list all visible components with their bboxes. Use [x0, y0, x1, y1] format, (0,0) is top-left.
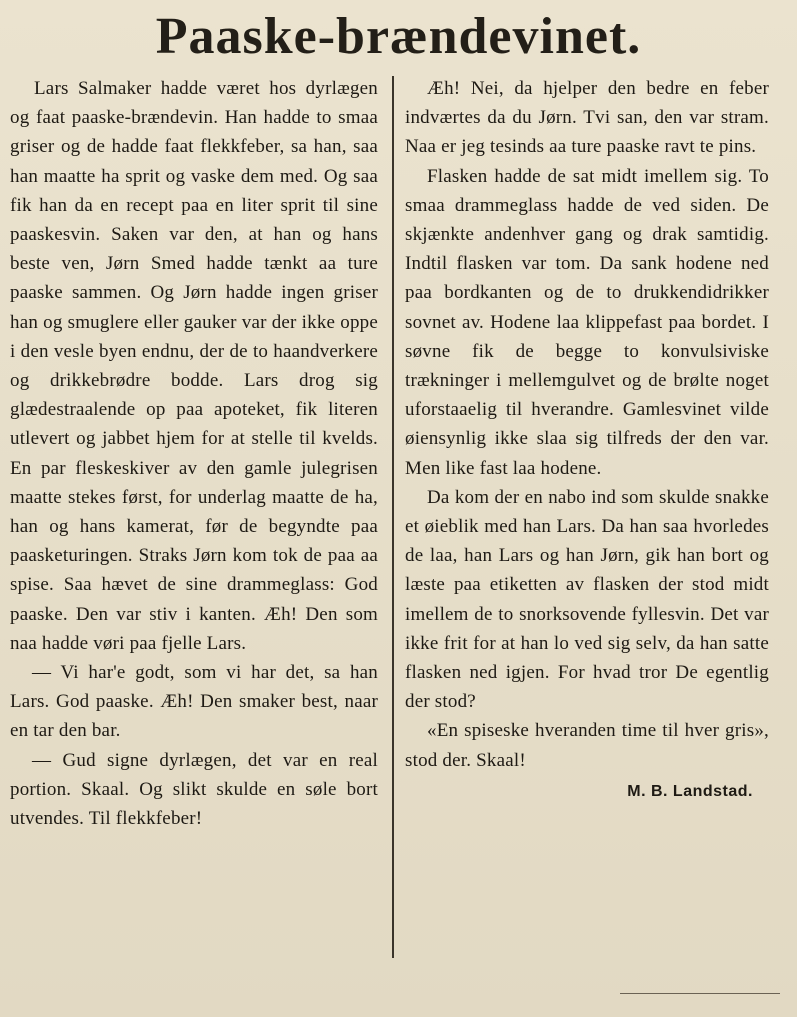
end-rule	[620, 993, 780, 994]
author-signature: M. B. Landstad.	[627, 782, 753, 800]
left-column	[10, 74, 378, 833]
paragraph: Da kom der en nabo ind som skulde snakke et øieblik med han Lars. Da han saa hvorledes de laa, han Lars og han Jørn, gik han bort og læste paa etiketten av flasken der stod midt imellem de to snorksovende fyllesvin. Det var ikke frit for at han lo ved sig selv, da han satte flasken ned igjen. For hvad tror De egentlig der stod?	[405, 486, 769, 713]
paragraph: — Vi har'e godt, som vi har det, sa han Lars. God paaske. Æh! Den smaker best, naar en tar den bar.	[10, 662, 378, 742]
paragraph: «En spiseske hveranden time til hver gris», stod der. Skaal!	[405, 720, 769, 771]
paragraph: Flasken hadde de sat midt imellem sig. To smaa drammeglass hadde de ved siden. De skjænkte andenhver gang og drak samtidig. Indtil flasken var tom. Da sank hodene ned paa bordkanten og de to drukkendidrikker sovnet av. Hodene laa klippefast paa bordet. I søvne fik de begge to konvulsiviske trækninger i mellemgulvet og de brølte noget uforstaaelig til hverandre. Gamlesvinet vilde øiensynlig ikke slaa sig tilfreds der den var. Men like fast laa hodene.	[405, 165, 769, 479]
paragraph: — Gud signe dyrlægen, det var en real portion. Skaal. Og slikt skulde en søle bort utvendes. Til flekkfeber!	[10, 749, 378, 830]
column-divider	[392, 76, 394, 958]
article-title: Paaske-brændevinet.	[155, 8, 642, 65]
paragraph: Lars Salmaker hadde været hos dyrlægen og faat paaske-brændevin. Han hadde to smaa griser og de hadde faat flekkfeber, sa han, saa han maatte ha sprit og vaske dem med. Og saa fik han da en recept paa en liter sprit til sine paaskesvin. Saken var den, at han og hans beste ven, Jørn Smed hadde tænkt aa ture paaske sammen. Og Jørn hadde ingen griser han og smuglere eller gauker var der ikke oppe i den vesle byen endnu, der de to haandverkere og drikkebrødre bodde. Lars drog sig glædestraalende op paa apoteket, fik literen utlevert og jabbet hjem for at stelle til kvelds. En par fleskeskiver av den gamle julegrisen maatte stekes først, for underlag maatte de ha, han og hans kamerat, før de begyndte paa paasketuringen. Straks Jørn kom tok de paa aa spise. Saa hævet de sine drammeglass: God paaske. Den var stiv i kanten. Æh! Den som naa hadde vøri paa fjelle Lars.	[10, 78, 378, 654]
paragraph: Æh! Nei, da hjelper den bedre en feber indværtes da du Jørn. Tvi san, den var stram. Naa er jeg tesinds aa ture paaske ravt te pins.	[405, 78, 769, 158]
right-column	[405, 74, 769, 806]
